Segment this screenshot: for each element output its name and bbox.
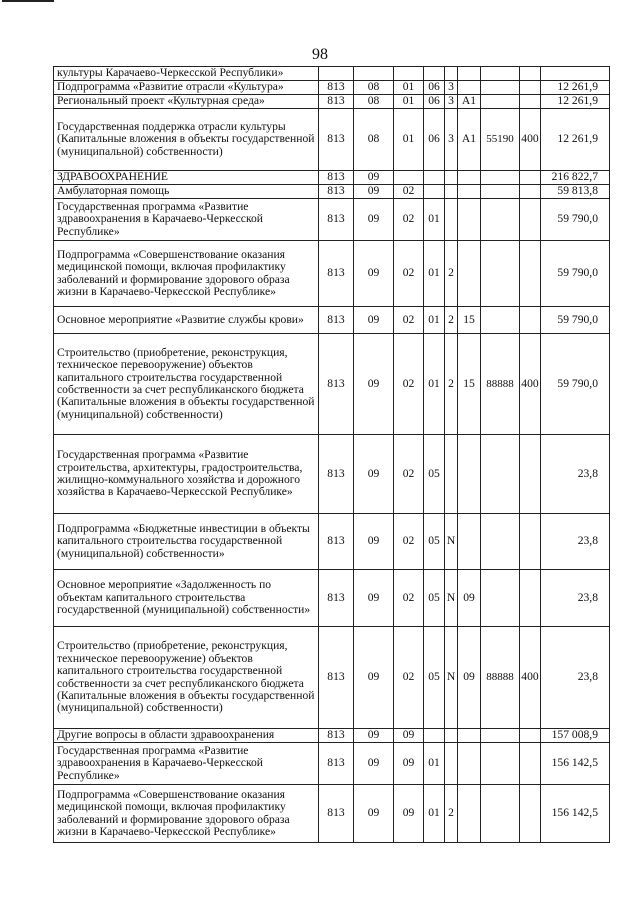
cell-activity [458, 241, 481, 307]
cell-sum: 156 142,5 [541, 743, 610, 785]
cell-activity [458, 743, 481, 785]
cell-direction [481, 67, 520, 81]
cell-sum: 12 261,9 [541, 81, 610, 95]
cell-sum: 59 790,0 [541, 334, 610, 435]
cell-sum: 59 790,0 [541, 241, 610, 307]
cell-expense-type: 400 [520, 334, 541, 435]
cell-program [424, 67, 445, 81]
cell-pr: 01 [394, 109, 424, 171]
cell-subprogram [445, 729, 458, 743]
cell-pr: 09 [394, 743, 424, 785]
cell-subprogram [445, 743, 458, 785]
cell-expense-type [520, 241, 541, 307]
cell-program: 01 [424, 785, 445, 843]
budget-table [53, 66, 610, 843]
cell-activity [458, 514, 481, 570]
cell-sum: 59 813,8 [541, 185, 610, 199]
cell-program: 01 [424, 307, 445, 334]
table-row [54, 334, 610, 435]
cell-direction [481, 307, 520, 334]
cell-activity [458, 729, 481, 743]
cell-direction: 88888 [481, 334, 520, 435]
page-number: 98 [312, 46, 328, 63]
cell-subprogram [445, 185, 458, 199]
cell-rz: 09 [354, 185, 394, 199]
cell-rz: 09 [354, 435, 394, 514]
table-row [54, 743, 610, 785]
cell-pr: 02 [394, 307, 424, 334]
cell-sum: 157 008,9 [541, 729, 610, 743]
table-row [54, 67, 610, 81]
cell-expense-type [520, 743, 541, 785]
cell-expense-type [520, 570, 541, 627]
cell-pr: 02 [394, 241, 424, 307]
cell-ved: 813 [319, 435, 354, 514]
cell-activity [458, 199, 481, 241]
cell-sum: 59 790,0 [541, 307, 610, 334]
cell-activity [458, 435, 481, 514]
table-row [54, 199, 610, 241]
cell-rz: 09 [354, 334, 394, 435]
cell-direction [481, 785, 520, 843]
cell-rz: 09 [354, 171, 394, 185]
table-row [54, 185, 610, 199]
cell-ved: 813 [319, 199, 354, 241]
cell-rz: 08 [354, 109, 394, 171]
cell-expense-type [520, 95, 541, 109]
cell-name: культуры Карачаево-Черкесской Республики» [54, 67, 319, 81]
cell-rz: 08 [354, 81, 394, 95]
cell-direction [481, 185, 520, 199]
cell-subprogram: 2 [445, 785, 458, 843]
cell-name: ЗДРАВООХРАНЕНИЕ [54, 171, 319, 185]
cell-rz: 09 [354, 199, 394, 241]
cell-rz: 09 [354, 514, 394, 570]
cell-ved: 813 [319, 514, 354, 570]
cell-activity: A1 [458, 109, 481, 171]
cell-sum: 23,8 [541, 627, 610, 729]
cell-pr [394, 171, 424, 185]
table-row [54, 81, 610, 95]
table-body [54, 67, 610, 843]
table-row [54, 109, 610, 171]
cell-pr: 02 [394, 185, 424, 199]
cell-direction [481, 570, 520, 627]
cell-expense-type [520, 514, 541, 570]
cell-direction [481, 435, 520, 514]
cell-ved: 813 [319, 171, 354, 185]
cell-direction [481, 95, 520, 109]
cell-activity: 09 [458, 570, 481, 627]
cell-name: Государственная программа «Развитие здравоохранения в Карачаево-Черкесской Республике» [54, 199, 319, 241]
cell-name: Государственная программа «Развитие здравоохранения в Карачаево-Черкесской Республике» [54, 743, 319, 785]
cell-ved: 813 [319, 785, 354, 843]
cell-pr: 02 [394, 627, 424, 729]
cell-expense-type [520, 185, 541, 199]
cell-activity: A1 [458, 95, 481, 109]
cell-pr: 02 [394, 514, 424, 570]
cell-direction: 88888 [481, 627, 520, 729]
cell-activity [458, 185, 481, 199]
cell-program: 06 [424, 95, 445, 109]
cell-expense-type [520, 199, 541, 241]
cell-sum: 12 261,9 [541, 109, 610, 171]
cell-direction: 55190 [481, 109, 520, 171]
cell-direction [481, 241, 520, 307]
cell-direction [481, 199, 520, 241]
cell-subprogram [445, 435, 458, 514]
cell-activity [458, 171, 481, 185]
cell-sum: 216 822,7 [541, 171, 610, 185]
cell-ved: 813 [319, 627, 354, 729]
cell-pr: 02 [394, 570, 424, 627]
cell-pr: 01 [394, 95, 424, 109]
cell-expense-type: 400 [520, 627, 541, 729]
table-row [54, 171, 610, 185]
cell-name: Государственная программа «Развитие строительства, архитектуры, градостроительства, жилищно-коммунального хозяйства и дорожного хозяйства в Карачаево-Черкесской Республике» [54, 435, 319, 514]
cell-ved: 813 [319, 570, 354, 627]
cell-subprogram [445, 171, 458, 185]
cell-expense-type [520, 67, 541, 81]
cell-pr: 02 [394, 334, 424, 435]
cell-subprogram [445, 199, 458, 241]
cell-subprogram: N [445, 514, 458, 570]
cell-rz: 09 [354, 627, 394, 729]
cell-program: 05 [424, 514, 445, 570]
cell-activity: 15 [458, 334, 481, 435]
cell-pr [394, 67, 424, 81]
cell-rz [354, 67, 394, 81]
cell-pr: 09 [394, 785, 424, 843]
cell-ved: 813 [319, 185, 354, 199]
cell-rz: 09 [354, 307, 394, 334]
cell-ved: 813 [319, 334, 354, 435]
cell-activity [458, 67, 481, 81]
cell-name: Строительство (приобретение, реконструкция, техническое перевооружение) объектов капитального строительства государственной собственности за счет республиканского бюджета (Капитальные вложения в объекты государственной (муниципальной) собственности) [54, 627, 319, 729]
cell-subprogram: 2 [445, 241, 458, 307]
cell-pr: 02 [394, 435, 424, 514]
cell-name: Амбулаторная помощь [54, 185, 319, 199]
cell-sum [541, 67, 610, 81]
table-row [54, 241, 610, 307]
cell-subprogram: N [445, 570, 458, 627]
table-row [54, 627, 610, 729]
cell-activity: 15 [458, 307, 481, 334]
cell-direction [481, 514, 520, 570]
cell-rz: 09 [354, 785, 394, 843]
cell-expense-type [520, 171, 541, 185]
cell-rz: 08 [354, 95, 394, 109]
cell-expense-type [520, 307, 541, 334]
cell-rz: 09 [354, 743, 394, 785]
cell-subprogram: 3 [445, 109, 458, 171]
cell-ved: 813 [319, 95, 354, 109]
cell-name: Подпрограмма «Совершенствование оказания медицинской помощи, включая профилактику заболеваний и формирование здорового образа жизни в Карачаево-Черкесской Республике» [54, 241, 319, 307]
table-row [54, 785, 610, 843]
table-row [54, 435, 610, 514]
cell-sum: 23,8 [541, 435, 610, 514]
cell-ved: 813 [319, 109, 354, 171]
cell-name: Основное мероприятие «Развитие службы крови» [54, 307, 319, 334]
top-rule [2, 0, 54, 2]
cell-direction [481, 81, 520, 95]
cell-pr: 09 [394, 729, 424, 743]
cell-subprogram: 2 [445, 334, 458, 435]
cell-program: 01 [424, 199, 445, 241]
cell-activity: 09 [458, 627, 481, 729]
cell-activity [458, 785, 481, 843]
table-row [54, 729, 610, 743]
cell-expense-type [520, 785, 541, 843]
cell-expense-type [520, 81, 541, 95]
cell-expense-type [520, 729, 541, 743]
table-row [54, 570, 610, 627]
cell-subprogram: 2 [445, 307, 458, 334]
cell-expense-type: 400 [520, 109, 541, 171]
cell-name: Основное мероприятие «Задолженность по объектам капитального строительства государственной (муниципальной) собственности» [54, 570, 319, 627]
cell-subprogram: N [445, 627, 458, 729]
cell-program: 05 [424, 627, 445, 729]
cell-subprogram: 3 [445, 81, 458, 95]
cell-ved: 813 [319, 729, 354, 743]
cell-direction [481, 743, 520, 785]
cell-rz: 09 [354, 241, 394, 307]
cell-program: 05 [424, 435, 445, 514]
table-row [54, 307, 610, 334]
cell-name: Подпрограмма «Развитие отрасли «Культура» [54, 81, 319, 95]
cell-program: 01 [424, 743, 445, 785]
cell-sum: 23,8 [541, 514, 610, 570]
cell-ved: 813 [319, 241, 354, 307]
cell-sum: 156 142,5 [541, 785, 610, 843]
cell-sum: 23,8 [541, 570, 610, 627]
cell-pr: 01 [394, 81, 424, 95]
cell-program: 06 [424, 109, 445, 171]
cell-program [424, 729, 445, 743]
cell-program: 01 [424, 334, 445, 435]
cell-name: Подпрограмма «Совершенствование оказания медицинской помощи, включая профилактику заболеваний и формирование здорового образа жизни в Карачаево-Черкесской Республике» [54, 785, 319, 843]
cell-ved [319, 67, 354, 81]
cell-expense-type [520, 435, 541, 514]
cell-ved: 813 [319, 743, 354, 785]
cell-program: 01 [424, 241, 445, 307]
cell-direction [481, 729, 520, 743]
cell-subprogram: 3 [445, 95, 458, 109]
cell-program [424, 171, 445, 185]
cell-name: Подпрограмма «Бюджетные инвестиции в объекты капитального строительства государственной (муниципальной) собственности» [54, 514, 319, 570]
cell-name: Региональный проект «Культурная среда» [54, 95, 319, 109]
cell-rz: 09 [354, 570, 394, 627]
cell-program [424, 185, 445, 199]
cell-name: Другие вопросы в области здравоохранения [54, 729, 319, 743]
cell-ved: 813 [319, 307, 354, 334]
cell-subprogram [445, 67, 458, 81]
cell-pr: 02 [394, 199, 424, 241]
cell-activity [458, 81, 481, 95]
cell-rz: 09 [354, 729, 394, 743]
table-row [54, 95, 610, 109]
cell-name: Государственная поддержка отрасли культуры (Капитальные вложения в объекты государственной (муниципальной) собственности) [54, 109, 319, 171]
cell-program: 06 [424, 81, 445, 95]
cell-sum: 12 261,9 [541, 95, 610, 109]
cell-direction [481, 171, 520, 185]
cell-name: Строительство (приобретение, реконструкция, техническое перевооружение) объектов капитального строительства государственной собственности за счет республиканского бюджета (Капитальные вложения в объекты государственной (муниципальной) собственности) [54, 334, 319, 435]
cell-program: 05 [424, 570, 445, 627]
table-row [54, 514, 610, 570]
cell-ved: 813 [319, 81, 354, 95]
cell-sum: 59 790,0 [541, 199, 610, 241]
